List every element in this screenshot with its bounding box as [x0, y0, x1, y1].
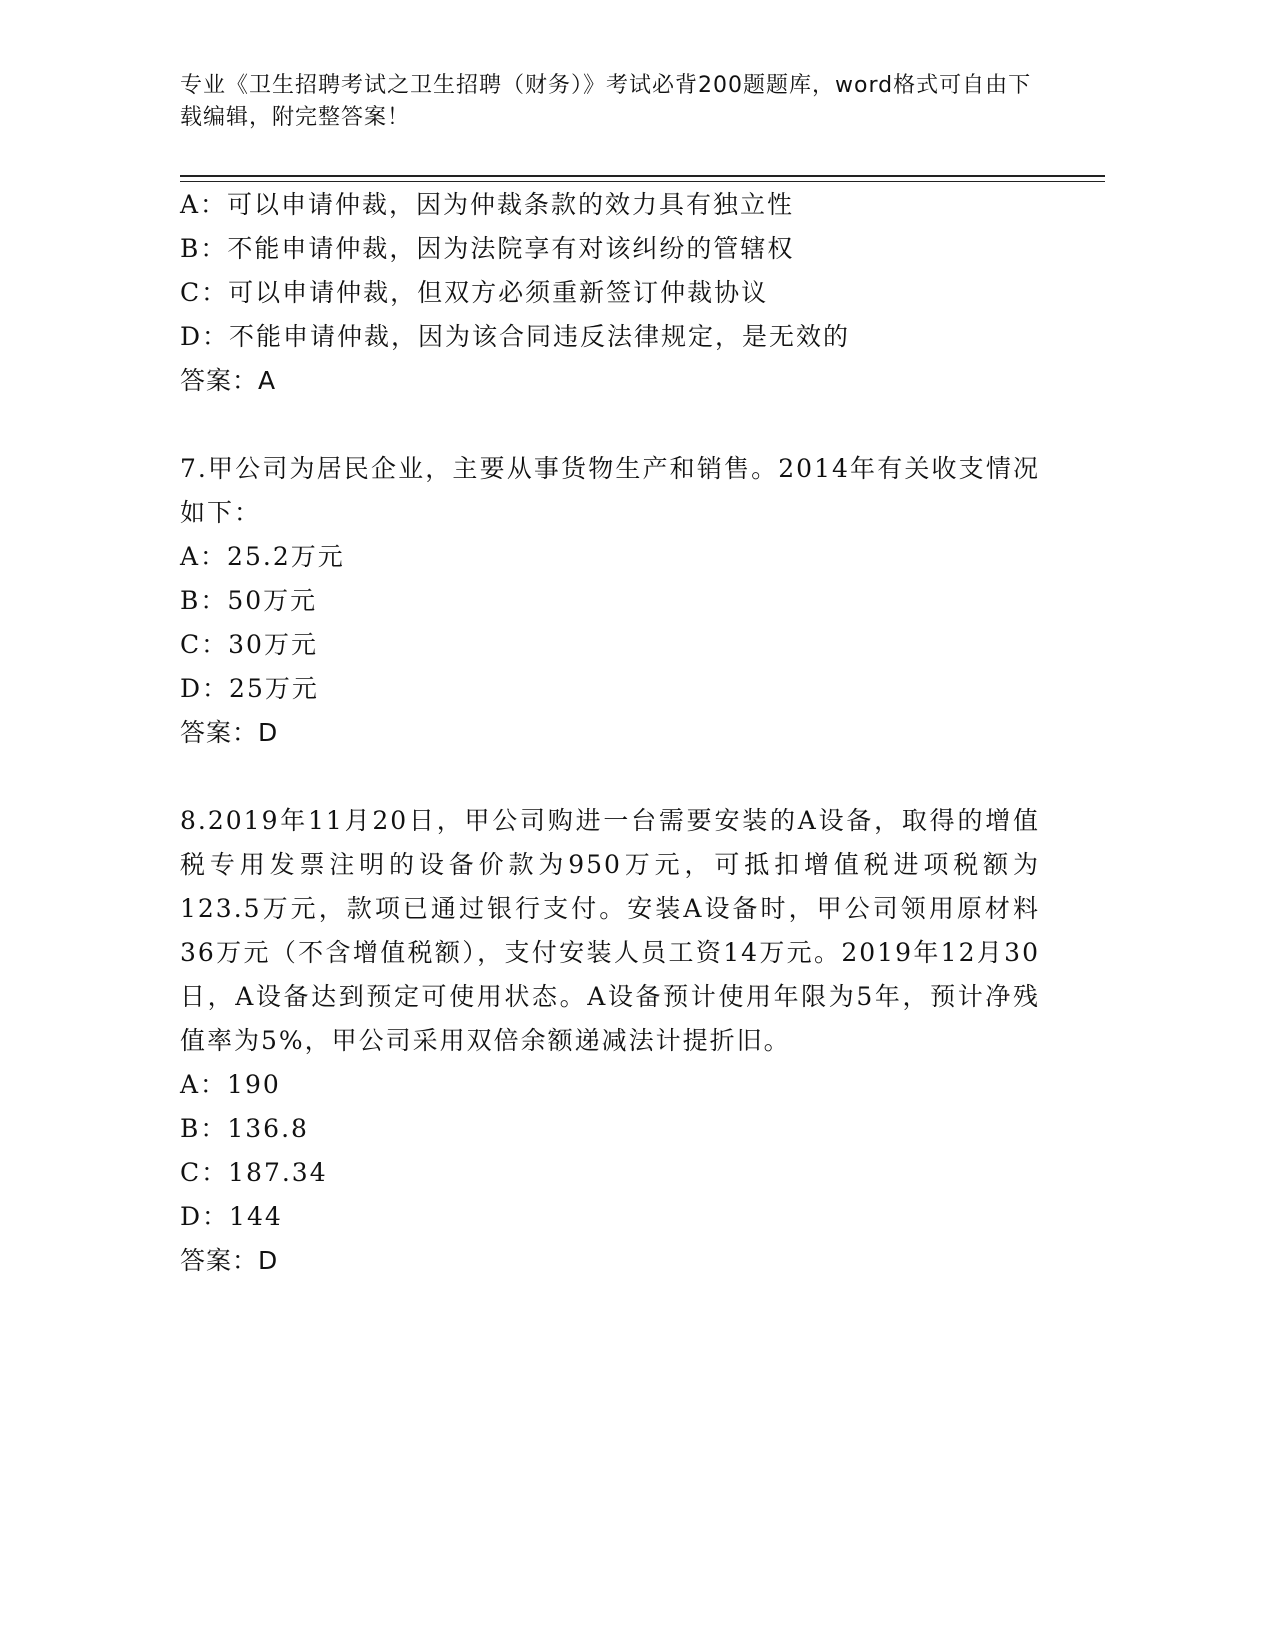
header-divider-thin: [180, 181, 1105, 182]
page-header: 专业《卫生招聘考试之卫生招聘（财务）》考试必背200题题库，word格式可自由下载编辑，附完整答案！: [180, 73, 1032, 130]
question-6-block: [180, 183, 1040, 403]
q7-option-c: C：30万元: [180, 630, 318, 659]
q7-answer: 答案：D: [180, 718, 279, 747]
q7-option-a: A：25.2万元: [180, 542, 345, 571]
q6-option-c: C：可以申请仲裁，但双方必须重新签订仲裁协议: [180, 278, 769, 307]
header-divider-thick: [180, 175, 1105, 177]
q7-stem: 7.甲公司为居民企业，主要从事货物生产和销售。2014年有关收支情况如下：: [180, 454, 1040, 527]
q7-option-d: D：25万元: [180, 674, 319, 703]
q8-option-d: D：144: [180, 1202, 283, 1231]
q6-option-b: B：不能申请仲裁，因为法院享有对该纠纷的管辖权: [180, 234, 795, 263]
q8-option-c: C：187.34: [180, 1158, 328, 1187]
q7-option-b: B：50万元: [180, 586, 318, 615]
question-8-block: [180, 799, 1040, 1283]
q8-option-a: A：190: [180, 1070, 281, 1099]
q6-option-a: A：可以申请仲裁，因为仲裁条款的效力具有独立性: [180, 190, 795, 219]
q8-stem: 8.2019年11月20日，甲公司购进一台需要安装的A设备，取得的增值税专用发票注明的设备价款为950万元，可抵扣增值税进项税额为123.5万元，款项已通过银行支付。安装A设备时，甲公司领用原材料36万元（不含增值税额），支付安装人员工资14万元。2019年12月30日，A设备达到预定可使用状态。A设备预计使用年限为5年，预计净残值率为5%，甲公司采用双倍余额递减法计提折旧。: [180, 806, 1040, 1055]
question-content: [180, 183, 1040, 1283]
q8-option-b: B：136.8: [180, 1114, 309, 1143]
q6-answer: 答案：A: [180, 366, 277, 395]
q6-option-d: D：不能申请仲裁，因为该合同违反法律规定，是无效的: [180, 322, 851, 351]
question-7-block: [180, 447, 1040, 755]
q8-answer: 答案：D: [180, 1246, 279, 1275]
